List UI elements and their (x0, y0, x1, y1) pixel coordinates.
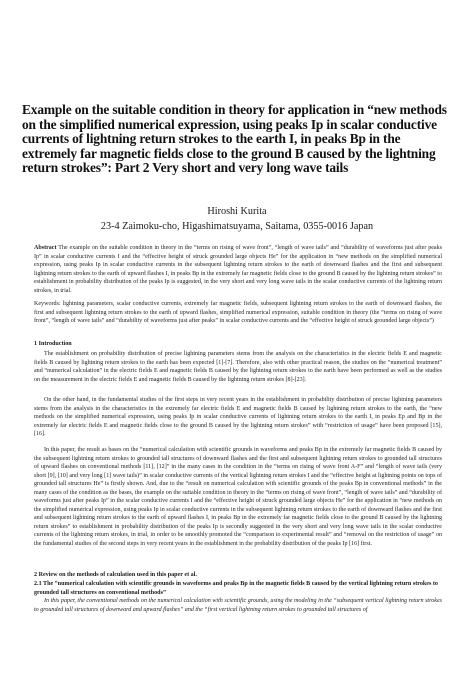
section-heading-review: 2 Review on the methods of calculation used in this paper et al. (34, 572, 197, 578)
abstract-label: Abstract (34, 245, 57, 251)
subsection-heading-2-1: 2.1 The “numerical calculation with scientific grounds in waveforms and peaks Bp in the magnetic fields B caused by the vertical lightning return strokes to grounded tall structures on conventional methods” (34, 581, 438, 596)
author-affiliation: 23-4 Zaimoku-cho, Higashimatsuyama, Saitama, 0355-0016 Japan (100, 221, 374, 232)
paper-title: Example on the suitable condition in theory for application in “new methods on the simplified numerical expression, using peaks Ip in scalar conductive currents of lightning return strokes to the earth I, in peaks Bp in the extremely far magnetic fields close to the ground B caused by the lightning return strokes”: Part 2 Very short and very long wave tails (22, 102, 447, 176)
section-heading-introduction: 1 Introduction (34, 341, 72, 347)
keywords (34, 300, 442, 326)
subsection-2-1-paragraph (34, 597, 442, 614)
author-name: Hiroshi Kurita (207, 206, 267, 217)
intro-paragraph-1: The establishment on probability distribution of precise lightning parameters stems from the analysis on the characteristics in the electric fields E and magnetic fields B caused by lightning return strokes to the earth has been expected [1]-[7]. Therefore, also with other practical reason, the studies on the “numerical treatment” and “numerical calculation” in the electric fields E and magnetic fields B caused by the lightning return strokes to the earth have been performed as well as the studies on the measurement in the electric fields E and magnetic fields B caused by the lightning return strokes [8]-[23]. (34, 351, 442, 383)
keywords-label: Keywords: (34, 301, 61, 307)
abstract (34, 244, 442, 295)
intro-paragraph-2: On the other hand, in the fundamental studies of the first steps in very recent years in the establishment in probability distribution of precise lightning parameters stems from the analysis in the characteristics in the extremely far electric fields E and magnetic fields B caused by lightning return strokes to the earth, the “new methods on the simplified numerical expression, using peaks Ip in scalar conductive currents of lightning return strokes to the earth I, in peaks Ep and Bp in the extremely far electric fields E and magnetic fields close to the ground B caused by the lightning return strokes” with “restriction of usage” have been proposed [15], [16]. (34, 397, 442, 438)
keywords-text: lightning parameters, scalar conductive currents, extremely far magnetic fields, subsequent lightning return strokes to the earth of downward flashes, the first and subsequent lightning return strokes to the earth of upward flashes, simplified numerical expression, suitable condition in theory (the “terms on rising of wave front”, “length of wave tails” and “durability of waveforms just after peaks” in scalar conductive currents and the “effective height of struck grounded large objects”) (34, 301, 442, 325)
intro-paragraph-3: In this paper, the result as bases on the “numerical calculation with scientific grounds in waveforms and peaks Bp in the extremely far magnetic fields B caused by the subsequent lightning return strokes to grounded tall structures of downward flashes and the first and subsequent lightning return strokes to grounded tall structures of upward flashes on conventional methods [11], [12]” in the many cases in the condition in the “terms on rising of wave front A-F” and “length of wave tails (very short [9], [10] and very long [1] wave tails)” in scalar conductive currents of the vertical lightning return strokes I and the “effective height at lightning points on tops of grounded tall structures He” is firstly shown. And, due to the “result on numerical calculation with scientific grounds of the peaks Bp in conventional methods” in the many cases of the condition as the bases, the example on the suitable condition in theory in the “terms on rising of wave front”, “length of wave tails” and “durability of waveforms just after peaks Ip” in the scalar conductive currents I and the “effective height of struck grounded large objects He” for the application in “new methods on the simplified numerical expression, using peaks Ip in scalar conductive currents in the subsequent lightning return strokes to the earth of downward flashes and the first and subsequent lightning return strokes to the earth of upward flashes I, in peaks Bp in the extremely far magnetic fields close to the ground B caused by the lightning return strokes” to establishment in probability distribution of the peaks Ip is secondly suggested in the very short and very long wave tails in the scalar conductive currents of the lightning return strokes, in trial, in order to be smoothly promoted the “comparison to experimental result” and “removal on the restriction of usage” on the fundamental studies of the second steps in very recent years in the establishment in the probability distribution of the peaks Ip [16] first. (34, 447, 442, 548)
abstract-text: The example on the suitable condition in theory in the “terms on rising of wave front”, “length of wave tails” and “durability of waveforms just after peaks Ip” in scalar conductive currents I and the “effective height of struck grounded large objects He” for the application in “new methods on the simplified numerical expression, using peaks Ip in scalar conductive currents in the subsequent lightning return strokes to the earth of downward flashes and the first and subsequent lightning return strokes to the earth of upward flashes I, in peaks Bp in the extremely far magnetic fields close to the ground B caused by the lightning return strokes” to establishment in probability distribution of the peaks Ip is suggested, in the very short and very long wave tails in the scalar conductive currents of the lightning return strokes, in trial. (34, 245, 442, 294)
subsection-2-1-text: In this paper, the conventional methods on the numerical calculation with scientific grounds, using the modeling in the “subsequent vertical lightning return strokes to grounded tall structures of downward and upward flashes” and the “first vertical lightning return strokes to grounded tall structures of (34, 598, 442, 613)
